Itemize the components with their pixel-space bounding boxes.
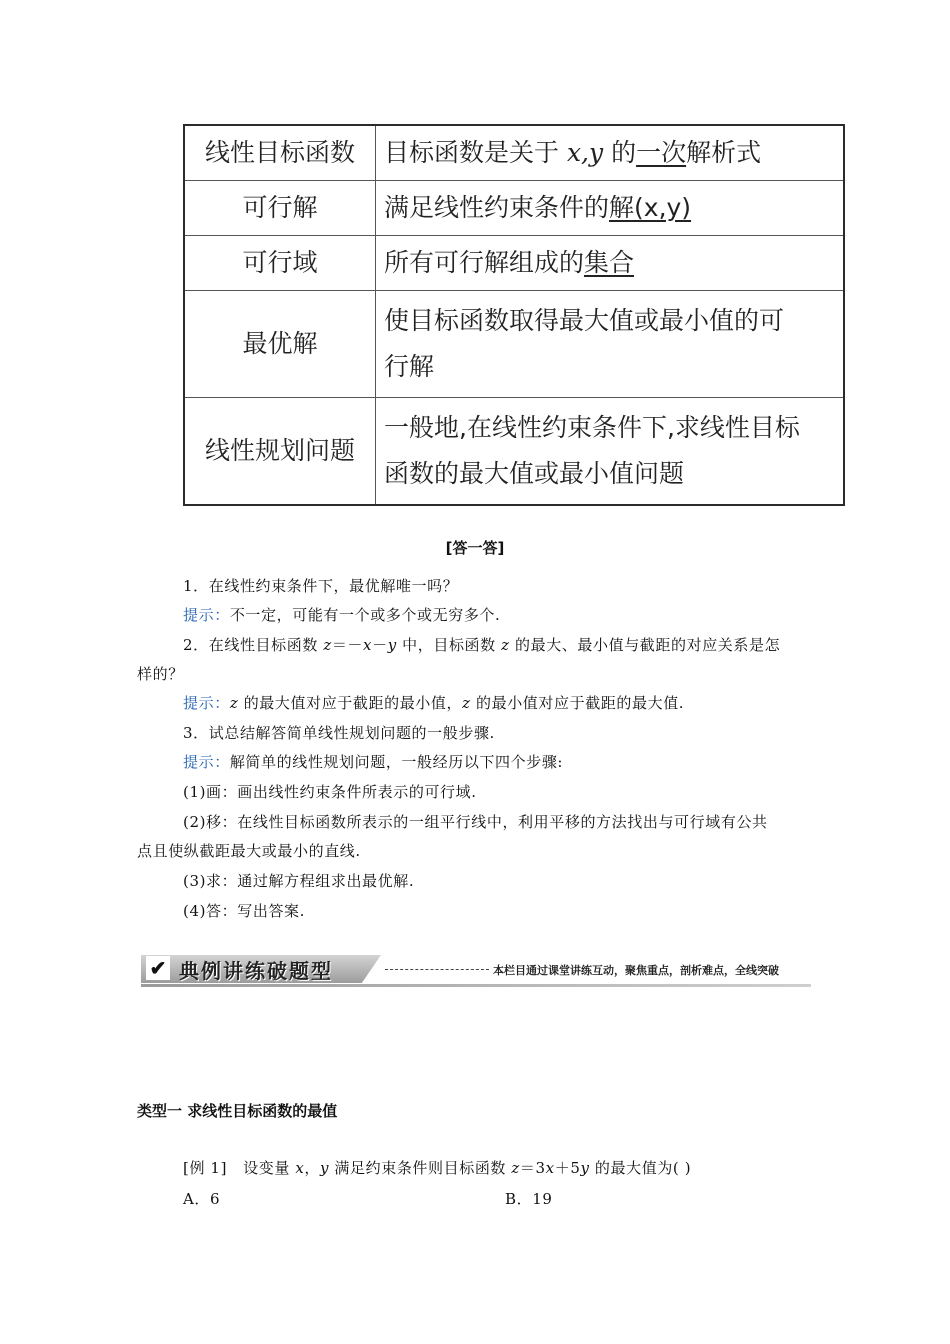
answer-2 <box>183 692 684 713</box>
hint-label: 提示： <box>183 753 230 771</box>
option-letter: B． <box>505 1190 533 1208</box>
answer-1 <box>183 604 500 625</box>
option-value: 19 <box>532 1190 553 1208</box>
desc-text: 一般地,在线性约束条件下,求线性目标 <box>384 413 800 442</box>
answer-text: 不一定，可能有一个或多个或无穷多个. <box>229 606 501 624</box>
text: 2．在线性目标函数 <box>183 636 324 654</box>
desc-cell <box>376 291 845 398</box>
var-x: x <box>295 1159 305 1177</box>
table-row <box>184 236 844 291</box>
var-z: z <box>462 694 471 712</box>
option-value: 6 <box>210 1190 221 1208</box>
var-y: y <box>319 1159 330 1177</box>
question-2-cont: 样的？ <box>137 665 184 683</box>
desc-text: 函数的最大值或最小值问题 <box>384 459 685 488</box>
desc-cell <box>376 398 845 506</box>
option-a <box>183 1188 220 1209</box>
banner-rule <box>141 984 811 987</box>
term-cell: 最优解 <box>184 291 376 398</box>
section-banner <box>141 953 811 985</box>
term-cell: 线性目标函数 <box>184 125 376 181</box>
banner-title: 典例讲练破题型 <box>179 959 333 983</box>
underlined-answer: 集合 <box>584 248 635 277</box>
desc-text: 所有可行解组成的 <box>384 248 585 277</box>
table-row <box>184 125 844 181</box>
hint-label: 提示： <box>183 694 230 712</box>
var-y: y <box>580 1159 590 1177</box>
example-1 <box>183 1157 691 1178</box>
text: 的最小值对应于截距的最大值. <box>470 694 685 712</box>
text: ＝－ <box>331 636 364 654</box>
question-3: 3．试总结解答简单线性规划问题的一般步骤. <box>183 724 495 742</box>
step-1: (1)画：画出线性约束条件所表示的可行域. <box>183 783 477 801</box>
term-cell: 可行解 <box>184 181 376 236</box>
text: 设变量 <box>243 1159 296 1177</box>
var-y: y <box>387 636 397 654</box>
dashed-divider <box>385 969 489 970</box>
section-heading: 类型一 求线性目标函数的最值 <box>137 1102 338 1120</box>
table-row <box>184 181 844 236</box>
definition-table <box>183 124 845 506</box>
option-b <box>505 1188 553 1209</box>
answer-3 <box>183 751 563 772</box>
text: 的最大值为( ) <box>589 1159 692 1177</box>
question-2 <box>183 634 780 655</box>
term-cell: 可行域 <box>184 236 376 291</box>
table-row <box>184 291 844 398</box>
underlined-answer: 解(x,y) <box>609 193 692 222</box>
step-3: (3)求：通过解方程组求出最优解. <box>183 872 415 890</box>
desc-text: 行解 <box>384 352 435 381</box>
desc-text: 的 <box>603 138 637 167</box>
step-4: (4)答：写出答案. <box>183 902 306 920</box>
text: 中，目标函数 <box>396 636 502 654</box>
var-z: z <box>323 636 332 654</box>
question-1: 1．在线性约束条件下，最优解唯一吗？ <box>183 577 459 595</box>
banner-subtitle: 本栏目通过课堂讲练互动，聚焦重点，剖析难点，全线突破 <box>493 964 779 977</box>
var-z: z <box>229 694 239 712</box>
underlined-answer: 一次 <box>636 138 687 167</box>
desc-text: 使目标函数取得最大值或最小值的可 <box>384 306 785 335</box>
text: 的最大、最小值与截距的对应关系是怎 <box>509 636 781 654</box>
desc-cell <box>376 181 845 236</box>
text: ＋5 <box>554 1159 581 1177</box>
math-xy: x,y <box>566 138 604 167</box>
var-z: z <box>511 1159 520 1177</box>
qa-heading: [答一答] <box>445 539 505 557</box>
example-label: [例 1] <box>183 1159 228 1177</box>
text: 的最大值对应于截距的最小值， <box>238 694 463 712</box>
text: ＝3 <box>519 1159 546 1177</box>
step-2: (2)移：在线性目标函数所表示的一组平行线中，利用平移的方法找出与可行域有公共 <box>183 813 768 831</box>
text: ， <box>304 1159 320 1177</box>
option-letter: A． <box>183 1190 211 1208</box>
desc-text: 解析式 <box>686 138 762 167</box>
text: 满足约束条件则目标函数 <box>329 1159 512 1177</box>
step-2-cont: 点且使纵截距最大或最小的直线. <box>137 842 361 860</box>
answer-text: 解简单的线性规划问题，一般经历以下四个步骤: <box>229 753 564 771</box>
desc-cell <box>376 125 845 181</box>
var-z: z <box>501 636 510 654</box>
hint-label: 提示： <box>183 606 230 624</box>
table-row <box>184 398 844 506</box>
desc-text: 满足线性约束条件的 <box>384 193 610 222</box>
term-cell: 线性规划问题 <box>184 398 376 506</box>
desc-text: 目标函数是关于 <box>384 138 567 167</box>
checkmark-icon: ✔ <box>146 956 170 980</box>
desc-cell <box>376 236 845 291</box>
text: － <box>372 636 388 654</box>
var-x: x <box>545 1159 555 1177</box>
var-x: x <box>363 636 373 654</box>
